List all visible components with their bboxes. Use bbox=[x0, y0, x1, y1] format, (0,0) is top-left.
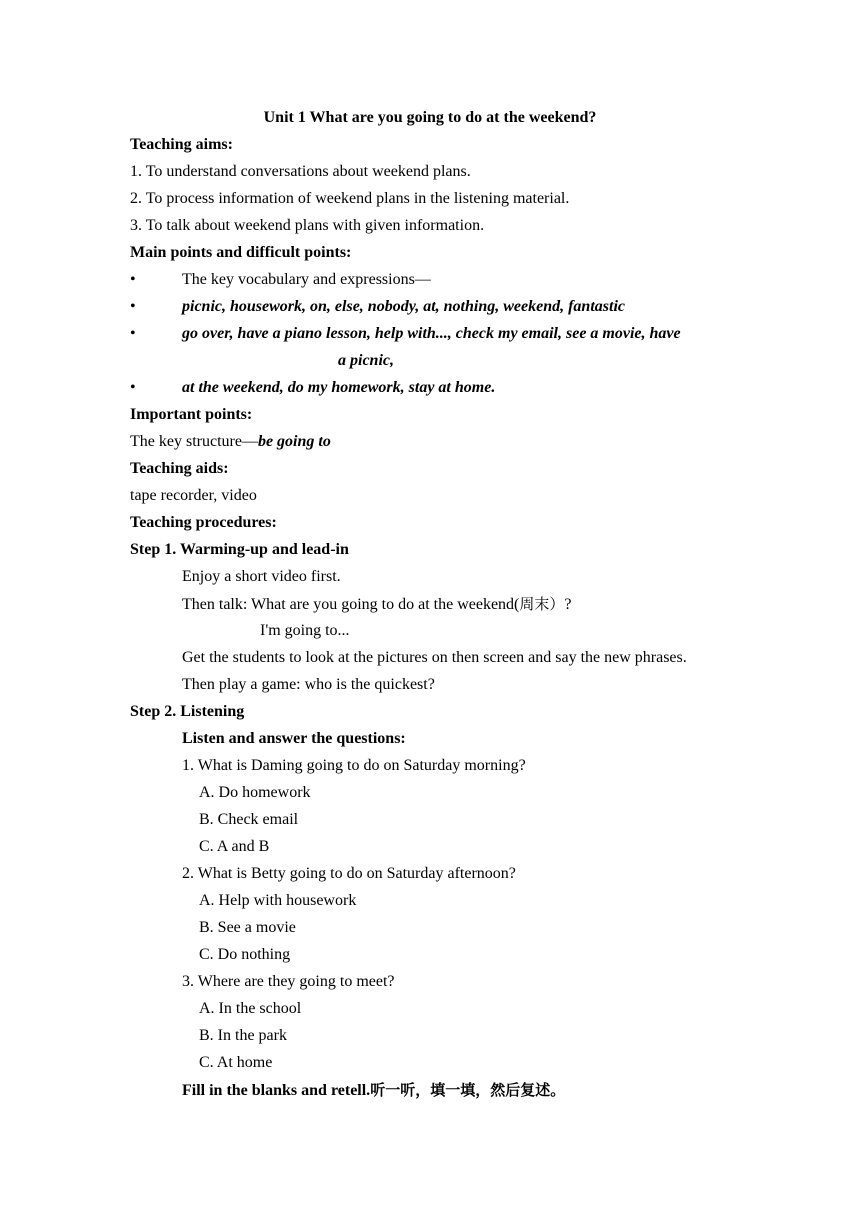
step1-question-mark: ? bbox=[564, 596, 572, 613]
step1-line: Then play a game: who is the quickest? bbox=[182, 676, 435, 693]
step1-question-text: Then talk: What are you going to do at the weekend( bbox=[182, 596, 520, 613]
step1-line: Get the students to look at the pictures on then screen and say the new phrases. bbox=[182, 649, 687, 666]
answer-option: A. Help with housework bbox=[199, 892, 357, 909]
answer-option: B. See a movie bbox=[199, 919, 296, 936]
fill-blanks-instruction bbox=[182, 1080, 565, 1100]
step1-line: Enjoy a short video first. bbox=[182, 568, 341, 585]
bullet: • bbox=[130, 298, 136, 315]
phrases-list: at the weekend, do my homework, stay at home. bbox=[182, 379, 496, 396]
answer-option: C. Do nothing bbox=[199, 946, 291, 963]
aim-item: 3. To talk about weekend plans with given information. bbox=[130, 217, 485, 234]
main-points-heading: Main points and difficult points: bbox=[130, 244, 352, 261]
step1-heading: Step 1. Warming-up and lead-in bbox=[130, 541, 349, 558]
teaching-aids-text: tape recorder, video bbox=[130, 487, 257, 504]
expressions-list: go over, have a piano lesson, help with..., check my email, see a movie, have bbox=[182, 325, 681, 342]
step2-subheading: Listen and answer the questions: bbox=[182, 730, 406, 747]
expressions-list-continued: a picnic, bbox=[338, 352, 394, 369]
aim-item: 1. To understand conversations about weekend plans. bbox=[130, 163, 471, 180]
key-structure-line bbox=[130, 432, 331, 452]
teaching-aims-heading: Teaching aims: bbox=[130, 136, 233, 153]
key-structure-prefix: The key structure— bbox=[130, 433, 258, 450]
bullet: • bbox=[130, 379, 136, 396]
step2-heading: Step 2. Listening bbox=[130, 703, 245, 720]
answer-option: C. At home bbox=[199, 1054, 273, 1071]
key-structure: be going to bbox=[257, 433, 331, 450]
answer-option: B. Check email bbox=[199, 811, 299, 828]
step1-question-cjk: 周末） bbox=[519, 595, 565, 613]
answer-option: A. In the school bbox=[199, 1000, 302, 1017]
question: 1. What is Daming going to do on Saturday morning? bbox=[182, 757, 526, 774]
teaching-aids-heading: Teaching aids: bbox=[130, 460, 229, 477]
bullet: • bbox=[130, 325, 136, 342]
page-title: Unit 1 What are you going to do at the weekend? bbox=[263, 109, 597, 126]
answer-option: C. A and B bbox=[199, 838, 270, 855]
aim-item: 2. To process information of weekend plans in the listening material. bbox=[130, 190, 570, 207]
answer-option: A. Do homework bbox=[199, 784, 311, 801]
answer-option: B. In the park bbox=[199, 1027, 287, 1044]
fill-blanks-english: Fill in the blanks and retell. bbox=[182, 1082, 371, 1099]
question: 3. Where are they going to meet? bbox=[182, 973, 395, 990]
step1-answer: I'm going to... bbox=[260, 622, 350, 639]
bullet: • bbox=[130, 271, 136, 288]
important-points-heading: Important points: bbox=[130, 406, 253, 423]
fill-blanks-chinese: 听一听，填一填，然后复述。 bbox=[370, 1081, 566, 1099]
step1-line bbox=[182, 594, 572, 614]
question: 2. What is Betty going to do on Saturday afternoon? bbox=[182, 865, 516, 882]
teaching-procedures-heading: Teaching procedures: bbox=[130, 514, 277, 531]
vocabulary-list: picnic, housework, on, else, nobody, at, nothing, weekend, fantastic bbox=[182, 298, 625, 315]
key-vocabulary-intro: The key vocabulary and expressions— bbox=[182, 271, 431, 288]
